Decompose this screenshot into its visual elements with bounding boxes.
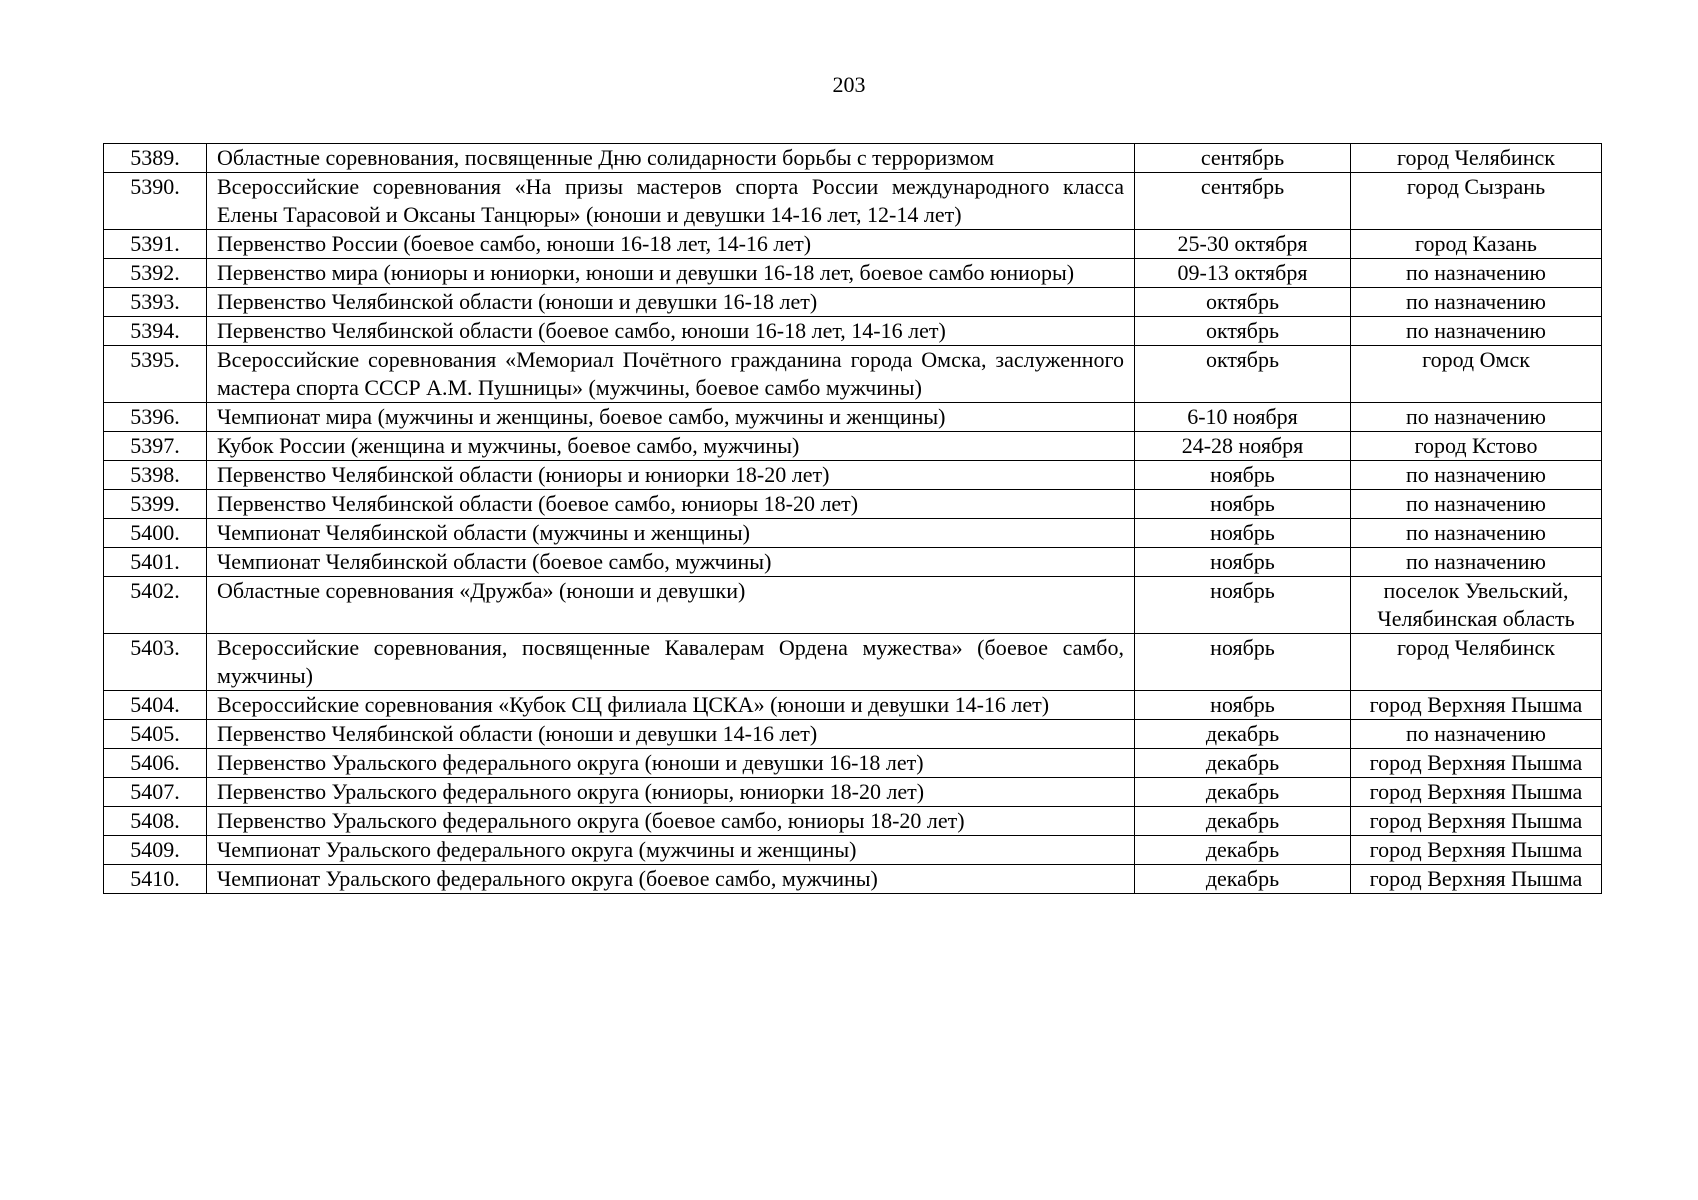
event-date-cell: декабрь <box>1135 720 1351 749</box>
event-date-cell: 09-13 октября <box>1135 259 1351 288</box>
event-name-cell: Чемпионат Челябинской области (мужчины и женщины) <box>207 519 1135 548</box>
event-date-cell: 6-10 ноября <box>1135 403 1351 432</box>
row-number-cell: 5397. <box>104 432 207 461</box>
row-number-cell: 5405. <box>104 720 207 749</box>
table-row <box>104 720 1602 749</box>
table-row <box>104 259 1602 288</box>
event-place-cell: по назначению <box>1351 403 1602 432</box>
event-place-cell: по назначению <box>1351 461 1602 490</box>
table-row <box>104 691 1602 720</box>
event-date-cell: сентябрь <box>1135 144 1351 173</box>
row-number-cell: 5407. <box>104 778 207 807</box>
events-table-body <box>104 144 1602 894</box>
row-number-cell: 5396. <box>104 403 207 432</box>
event-name-cell: Первенство Уральского федерального округа (юноши и девушки 16-18 лет) <box>207 749 1135 778</box>
event-place-cell: по назначению <box>1351 490 1602 519</box>
event-name-cell: Областные соревнования «Дружба» (юноши и девушки) <box>207 577 1135 634</box>
table-row <box>104 548 1602 577</box>
table-row <box>104 317 1602 346</box>
table-row <box>104 634 1602 691</box>
table-row <box>104 288 1602 317</box>
event-name-cell: Всероссийские соревнования «Кубок СЦ филиала ЦСКА» (юноши и девушки 14-16 лет) <box>207 691 1135 720</box>
event-date-cell: декабрь <box>1135 807 1351 836</box>
table-row <box>104 778 1602 807</box>
event-place-cell: по назначению <box>1351 720 1602 749</box>
event-name-cell: Первенство Челябинской области (юниоры и юниорки 18-20 лет) <box>207 461 1135 490</box>
event-date-cell: ноябрь <box>1135 691 1351 720</box>
event-date-cell: октябрь <box>1135 288 1351 317</box>
row-number-cell: 5410. <box>104 865 207 894</box>
event-date-cell: декабрь <box>1135 836 1351 865</box>
event-place-cell: по назначению <box>1351 259 1602 288</box>
event-name-cell: Всероссийские соревнования «Мемориал Почётного гражданина города Омска, заслуженного мастера спорта СССР А.М. Пушницы» (мужчины, боевое самбо мужчины) <box>207 346 1135 403</box>
event-place-cell: по назначению <box>1351 317 1602 346</box>
event-place-cell: город Сызрань <box>1351 173 1602 230</box>
event-name-cell: Чемпионат Уральского федерального округа (мужчины и женщины) <box>207 836 1135 865</box>
event-date-cell: ноябрь <box>1135 461 1351 490</box>
event-place-cell: город Челябинск <box>1351 144 1602 173</box>
event-name-cell: Кубок России (женщина и мужчины, боевое самбо, мужчины) <box>207 432 1135 461</box>
event-date-cell: ноябрь <box>1135 490 1351 519</box>
event-name-cell: Первенство Уральского федерального округа (боевое самбо, юниоры 18-20 лет) <box>207 807 1135 836</box>
row-number-cell: 5408. <box>104 807 207 836</box>
row-number-cell: 5402. <box>104 577 207 634</box>
event-date-cell: ноябрь <box>1135 548 1351 577</box>
row-number-cell: 5404. <box>104 691 207 720</box>
event-place-cell: город Верхняя Пышма <box>1351 865 1602 894</box>
row-number-cell: 5392. <box>104 259 207 288</box>
event-place-cell: город Казань <box>1351 230 1602 259</box>
event-name-cell: Первенство Челябинской области (юноши и девушки 16-18 лет) <box>207 288 1135 317</box>
event-place-cell: город Верхняя Пышма <box>1351 836 1602 865</box>
event-name-cell: Чемпионат мира (мужчины и женщины, боевое самбо, мужчины и женщины) <box>207 403 1135 432</box>
row-number-cell: 5391. <box>104 230 207 259</box>
event-name-cell: Всероссийские соревнования, посвященные Кавалерам Ордена мужества» (боевое самбо, мужчины) <box>207 634 1135 691</box>
event-name-cell: Первенство Челябинской области (боевое самбо, юноши 16-18 лет, 14-16 лет) <box>207 317 1135 346</box>
event-place-cell: по назначению <box>1351 288 1602 317</box>
row-number-cell: 5398. <box>104 461 207 490</box>
event-name-cell: Областные соревнования, посвященные Дню солидарности борьбы с терроризмом <box>207 144 1135 173</box>
row-number-cell: 5399. <box>104 490 207 519</box>
events-table <box>103 143 1602 894</box>
event-place-cell: по назначению <box>1351 519 1602 548</box>
event-name-cell: Первенство России (боевое самбо, юноши 16-18 лет, 14-16 лет) <box>207 230 1135 259</box>
table-row <box>104 346 1602 403</box>
table-row <box>104 749 1602 778</box>
event-date-cell: ноябрь <box>1135 577 1351 634</box>
event-name-cell: Всероссийские соревнования «На призы мастеров спорта России международного класса Елены Тарасовой и Оксаны Танцюры» (юноши и девушки 14-16 лет, 12-14 лет) <box>207 173 1135 230</box>
event-date-cell: сентябрь <box>1135 173 1351 230</box>
event-name-cell: Чемпионат Уральского федерального округа (боевое самбо, мужчины) <box>207 865 1135 894</box>
event-name-cell: Первенство мира (юниоры и юниорки, юноши и девушки 16-18 лет, боевое самбо юниоры) <box>207 259 1135 288</box>
event-date-cell: декабрь <box>1135 778 1351 807</box>
row-number-cell: 5401. <box>104 548 207 577</box>
event-date-cell: октябрь <box>1135 346 1351 403</box>
event-date-cell: ноябрь <box>1135 519 1351 548</box>
row-number-cell: 5389. <box>104 144 207 173</box>
event-place-cell: город Верхняя Пышма <box>1351 691 1602 720</box>
row-number-cell: 5400. <box>104 519 207 548</box>
event-date-cell: декабрь <box>1135 749 1351 778</box>
table-row <box>104 432 1602 461</box>
event-date-cell: 25-30 октября <box>1135 230 1351 259</box>
event-name-cell: Первенство Челябинской области (боевое самбо, юниоры 18-20 лет) <box>207 490 1135 519</box>
row-number-cell: 5395. <box>104 346 207 403</box>
row-number-cell: 5393. <box>104 288 207 317</box>
table-row <box>104 230 1602 259</box>
row-number-cell: 5406. <box>104 749 207 778</box>
row-number-cell: 5409. <box>104 836 207 865</box>
table-row <box>104 461 1602 490</box>
table-row <box>104 144 1602 173</box>
table-row <box>104 519 1602 548</box>
table-row <box>104 403 1602 432</box>
event-place-cell: по назначению <box>1351 548 1602 577</box>
table-row <box>104 865 1602 894</box>
row-number-cell: 5390. <box>104 173 207 230</box>
event-place-cell: город Верхняя Пышма <box>1351 749 1602 778</box>
event-place-cell: город Кстово <box>1351 432 1602 461</box>
row-number-cell: 5394. <box>104 317 207 346</box>
event-place-cell: город Челябинск <box>1351 634 1602 691</box>
table-row <box>104 173 1602 230</box>
event-place-cell: город Верхняя Пышма <box>1351 778 1602 807</box>
event-date-cell: 24-28 ноября <box>1135 432 1351 461</box>
event-date-cell: декабрь <box>1135 865 1351 894</box>
event-date-cell: октябрь <box>1135 317 1351 346</box>
event-date-cell: ноябрь <box>1135 634 1351 691</box>
event-place-cell: город Омск <box>1351 346 1602 403</box>
event-name-cell: Чемпионат Челябинской области (боевое самбо, мужчины) <box>207 548 1135 577</box>
row-number-cell: 5403. <box>104 634 207 691</box>
table-row <box>104 836 1602 865</box>
event-name-cell: Первенство Челябинской области (юноши и девушки 14-16 лет) <box>207 720 1135 749</box>
table-row <box>104 577 1602 634</box>
event-place-cell: поселок Увельский, Челябинская область <box>1351 577 1602 634</box>
table-row <box>104 490 1602 519</box>
table-row <box>104 807 1602 836</box>
event-name-cell: Первенство Уральского федерального округа (юниоры, юниорки 18-20 лет) <box>207 778 1135 807</box>
event-place-cell: город Верхняя Пышма <box>1351 807 1602 836</box>
page-number: 203 <box>832 72 866 97</box>
